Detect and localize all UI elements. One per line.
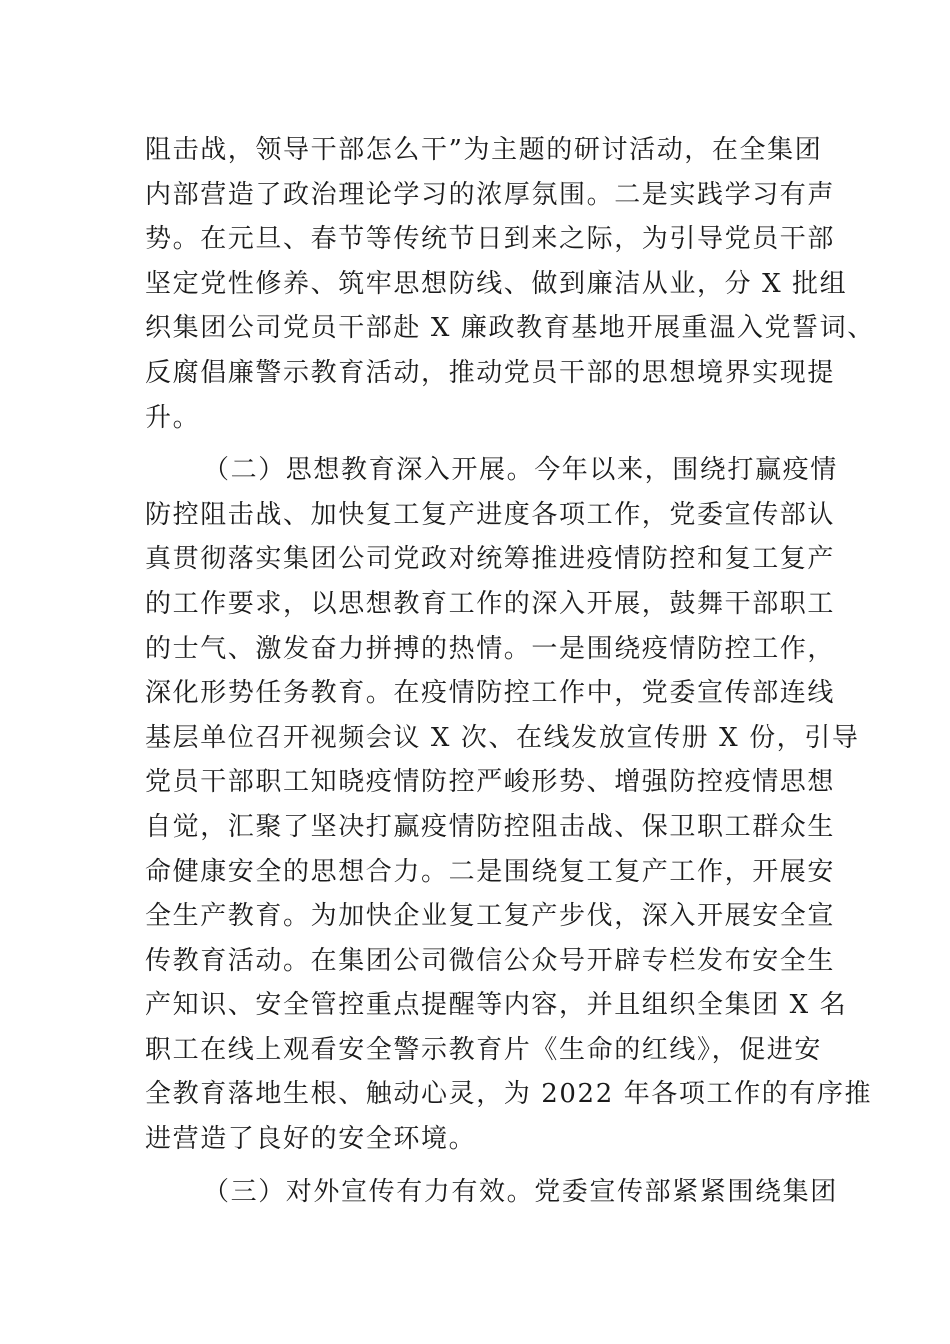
text-line: 命健康安全的思想合力。二是围绕复工复产工作，开展安 bbox=[145, 856, 836, 887]
text-line: 坚定党性修养、筑牢思想防线、做到廉洁从业，分 X 批组 bbox=[145, 268, 848, 299]
text-line: 职工在线上观看安全警示教育片《生命的红线》，促进安 bbox=[145, 1034, 823, 1065]
text-line: 阻击战，领导干部怎么干”为主题的研讨活动，在全集团 bbox=[145, 135, 823, 165]
text-line: 全教育落地生根、触动心灵，为 2022 年各项工作的有序推 bbox=[145, 1079, 873, 1110]
text-line: 织集团公司党员干部赴 X 廉政教育基地开展重温入党誓词、 bbox=[145, 313, 875, 344]
text-line: 内部营造了政治理论学习的浓厚氛围。二是实践学习有声 bbox=[145, 179, 836, 210]
text-line: 自觉，汇聚了坚决打赢疫情防控阻击战、保卫职工群众生 bbox=[145, 811, 836, 842]
text-line: 深化形势任务教育。在疫情防控工作中，党委宣传部连线 bbox=[145, 678, 836, 709]
paragraph-spacer bbox=[145, 1162, 825, 1170]
text-line: 的工作要求，以思想教育工作的深入开展，鼓舞干部职工 bbox=[145, 588, 836, 619]
text-line: 基层单位召开视频会议 X 次、在线发放宣传册 X 份，引导 bbox=[145, 722, 860, 753]
paragraph-1 bbox=[145, 128, 875, 440]
text-line: 全生产教育。为加快企业复工复产步伐，深入开展安全宣 bbox=[145, 901, 836, 932]
paragraph-2 bbox=[145, 448, 873, 1162]
paragraph-spacer bbox=[145, 440, 825, 448]
text-line: 的士气、激发奋力拼搏的热情。一是围绕疫情防控工作， bbox=[145, 633, 836, 664]
text-line: 进营造了良好的安全环境。 bbox=[145, 1124, 477, 1155]
text-line: 防控阻击战、加快复工复产进度各项工作，党委宣传部认 bbox=[145, 499, 836, 530]
text-line: 势。在元旦、春节等传统节日到来之际，为引导党员干部 bbox=[145, 224, 836, 255]
text-line: 产知识、安全管控重点提醒等内容，并且组织全集团 X 名 bbox=[145, 990, 848, 1021]
text-line: 党员干部职工知晓疫情防控严峻形势、增强防控疫情思想 bbox=[145, 767, 836, 798]
text-line: 传教育活动。在集团公司微信公众号开辟专栏发布安全生 bbox=[145, 945, 836, 976]
text-line-heading: （三）对外宣传有力有效。党委宣传部紧紧围绕集团 bbox=[203, 1176, 838, 1207]
document-body bbox=[145, 128, 875, 1214]
text-line: 反腐倡廉警示教育活动，推动党员干部的思想境界实现提 bbox=[145, 357, 836, 388]
text-line: 真贯彻落实集团公司党政对统筹推进疫情防控和复工复产 bbox=[145, 544, 836, 575]
text-line: 升。 bbox=[145, 402, 201, 433]
text-line-heading: （二）思想教育深入开展。今年以来，围绕打赢疫情 bbox=[203, 455, 838, 486]
paragraph-3 bbox=[145, 1170, 838, 1215]
